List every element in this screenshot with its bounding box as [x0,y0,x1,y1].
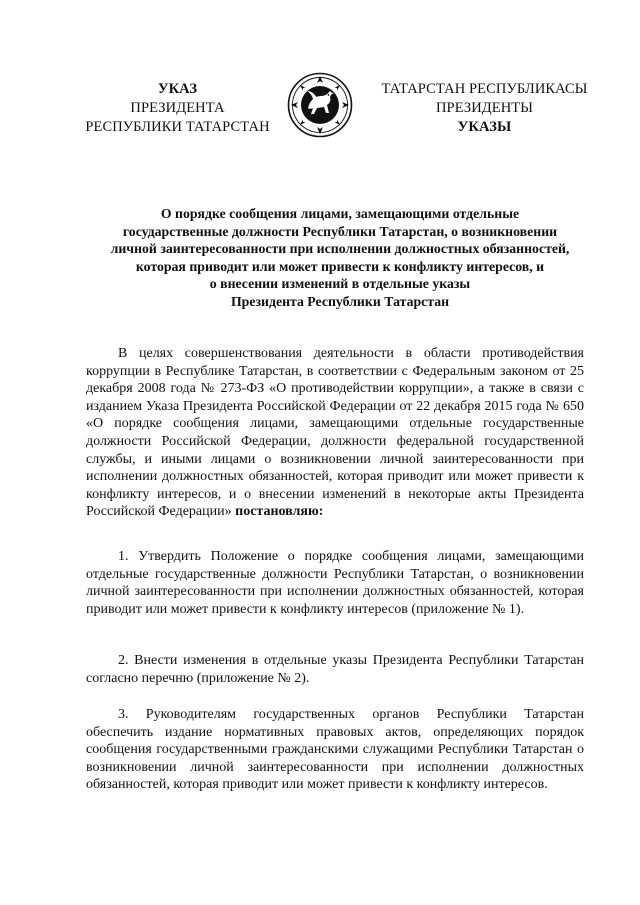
header-right-line-1: ТАТАРСТАН РЕСПУБЛИКАСЫ [381,81,588,97]
header-left-line-3: РЕСПУБЛИКИ ТАТАРСТАН [85,119,270,135]
preamble-text: В целях совершенствования деятельности в области противодействия коррупции в Республике Татарстан, в соответствии с Федеральным законом от 25 декабря 2008 года № 273-ФЗ «О противодействии коррупции», а также в связи с изданием Указа Президента Российской Федерации от 22 декабря 2015 года № 650 «О порядке сообщения лицами, замещающими отдельные государственные должности Российской Федерации, должности федеральной государственной службы, и иными лицами о возникновении личной заинтересованности при исполнении должностных обязанностей, которая приводит или может привести к конфликту интересов, и о внесении изменений в некоторые акты Президента Российской Федерации» [86,346,584,520]
clause-2-text: 2. Внести изменения в отдельные указы Президента Республики Татарстан согласно перечню (приложение № 2). [86,653,584,686]
title-line-2: государственные должности Республики Татарстан, о возникновении [122,223,558,239]
title-line-5: о внесении изменений в отдельные указы [209,276,471,291]
clause-2-paragraph [86,652,584,687]
header-left-line-2: ПРЕЗИДЕНТА [130,100,225,116]
title-line-4: которая приводит или может привести к конфликту интересов, и [135,258,545,274]
header-right-tatar [362,80,607,137]
clause-1-text: 1. Утвердить Положение о порядке сообщения лицами, замещающими отдельные государственные должности Республики Татарстан, о возникновении личной заинтересованности при исполнении должностных обязанностей, которая приводит или может привести к конфликту интересов (приложение № 1). [86,549,584,617]
header-right-line-2: ПРЕЗИДЕНТЫ [435,100,534,116]
title-line-1: О порядке сообщения лицами, замещающими отдельные [160,206,520,221]
clause-3-text: 3. Руководителям государственных органов Республики Татарстан обеспечить издание нормативных правовых актов, определяющих порядок сообщения государственными гражданскими служащими Республики Татарстан о возникновении личной заинтересованности при исполнении должностных обязанностей, которая приводит или может привести к конфликту интересов. [86,707,584,793]
header-right-line-3: УКАЗЫ [457,119,512,135]
clause-1-paragraph [86,548,584,618]
header-left-line-1: УКАЗ [157,81,198,97]
header-left-russian [70,80,285,137]
clause-3-paragraph [86,706,584,794]
resolution-word: постановляю: [235,504,324,520]
title-line-3: личной заинтересованности при исполнении должностных обязанностей, [110,241,570,256]
decree-title [70,205,610,310]
title-line-6: Президента Республики Татарстан [230,293,450,309]
preamble-paragraph [86,345,584,521]
coat-of-arms-icon [287,72,353,138]
